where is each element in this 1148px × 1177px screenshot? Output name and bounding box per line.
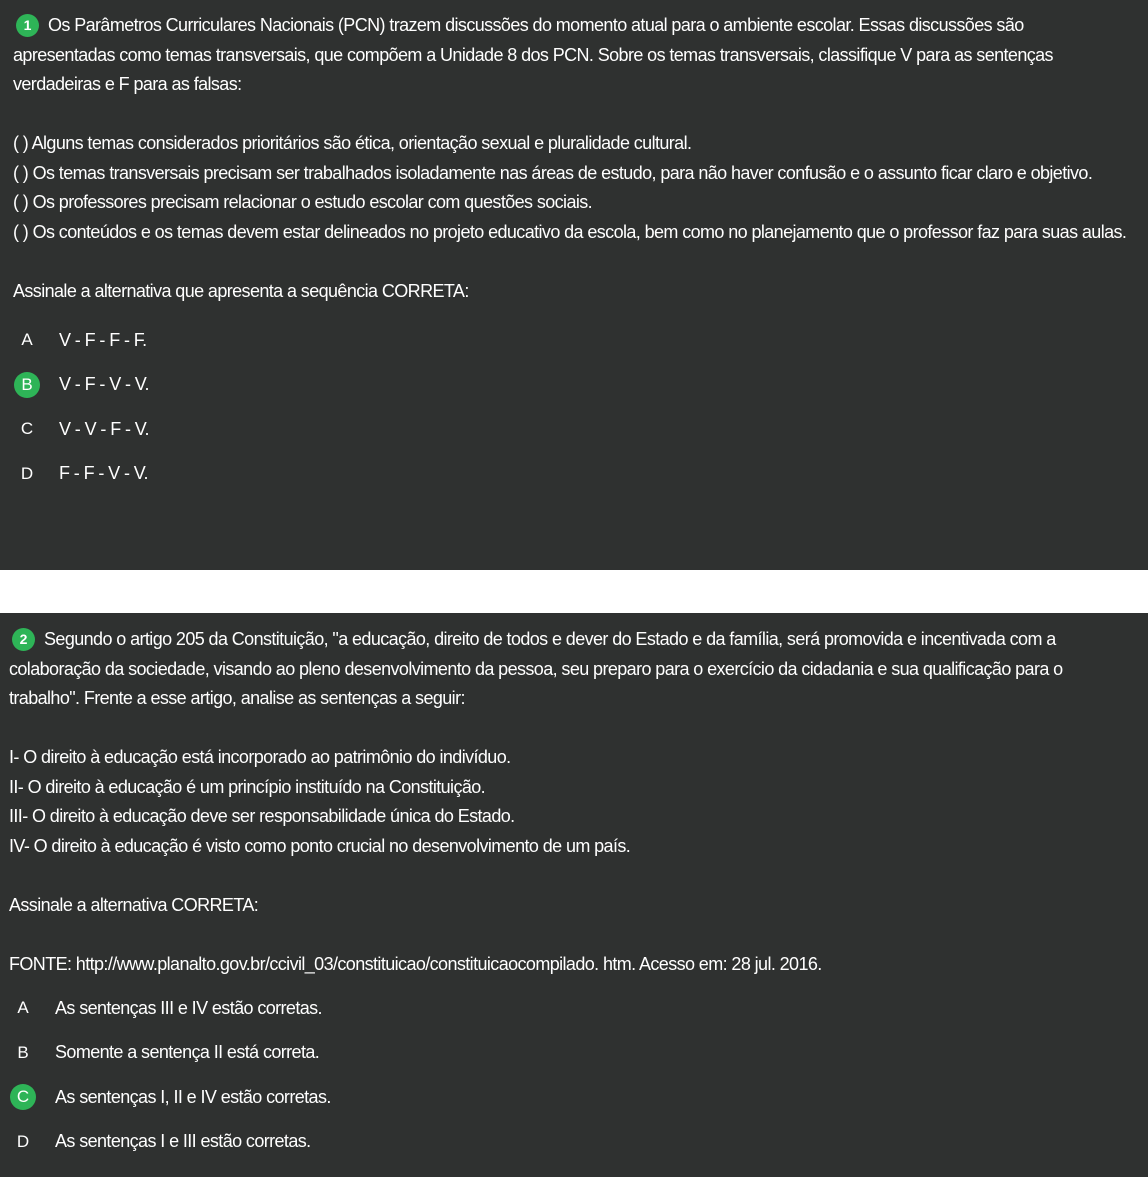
option-b[interactable] [9,1031,1128,1076]
option-d[interactable] [9,1120,1128,1165]
statement-3: ( ) Os professores precisam relacionar o estudo escolar com questões sociais. [13,192,593,212]
option-letter: B [17,1042,29,1062]
option-letter: C [20,419,34,439]
question-prompt-text: Os Parâmetros Curriculares Nacionais (PCN) trazem discussões do momento atual para o ambiente escolar. Essas discussões são apresentadas como temas transversais, que compõem a Unidade 8 dos PCN. Sobre os temas transversais, classifique V para as sentenças verdadeiras e F para as falsas: [13,15,1053,94]
option-letter-selected: C [10,1084,36,1110]
question-instruction: Assinale a alternativa CORRETA: [9,894,259,915]
option-letter: A [17,998,29,1018]
statement-1: I- O direito à educação está incorporado ao patrimônio do indivíduo. [9,747,511,767]
option-text: V - V - F - V. [59,418,149,439]
option-a[interactable] [9,986,1128,1031]
question-card-1 [0,0,1148,570]
option-text: As sentenças I e III estão corretas. [55,1131,311,1152]
option-c[interactable] [13,407,1128,452]
statement-2: II- O direito à educação é um princípio instituído na Constituição. [9,776,486,797]
question-instruction: Assinale a alternativa que apresenta a sequência CORRETA: [13,280,469,301]
option-b[interactable] [13,363,1128,408]
option-text: As sentenças III e IV estão corretas. [55,997,322,1018]
statement-3: III- O direito à educação deve ser responsabilidade única do Estado. [9,806,515,826]
statement-4: IV- O direito à educação é visto como ponto crucial no desenvolvimento de um país. [9,835,631,856]
option-text: As sentenças I, II e IV estão corretas. [55,1086,331,1107]
question-prompt [13,11,1128,100]
option-text: F - F - V - V. [59,463,148,484]
question-card-2 [0,613,1148,1177]
option-a[interactable] [13,318,1128,363]
question-number-badge: 2 [12,628,35,651]
question-prompt [9,625,1128,714]
option-text: Somente a sentença II está correta. [55,1042,320,1063]
question-number-badge: 1 [16,14,39,37]
option-text: V - F - F - F. [59,329,147,350]
source-citation: FONTE: http://www.planalto.gov.br/ccivil_03/constituicao/constituicaocompilado. htm. Acesso em: 28 jul. 2016. [9,953,822,974]
question-prompt-text: Segundo o artigo 205 da Constituição, "a educação, direito de todos e dever do Estado e da família, será promovida e incentivada com a colaboração da sociedade, visando ao pleno desenvolvimento da pessoa, seu preparo para o exercício da cidadania e sua qualificação para o trabalho". Frente a esse artigo, analise as sentenças a seguir: [9,629,1063,708]
option-d[interactable] [13,452,1128,497]
answer-options [13,318,1128,496]
statement-4: ( ) Os conteúdos e os temas devem estar delineados no projeto educativo da escola, bem como no planejamento que o professor faz para suas aulas. [13,221,1127,242]
option-letter: D [16,1131,30,1151]
option-letter: D [20,463,34,483]
statement-1: ( ) Alguns temas considerados prioritários são ética, orientação sexual e pluralidade cultural. [13,133,692,153]
option-text: V - F - V - V. [59,374,149,395]
answer-options [9,986,1128,1164]
statement-2: ( ) Os temas transversais precisam ser trabalhados isoladamente nas áreas de estudo, para não haver confusão e o assunto ficar claro e objetivo. [13,162,1093,183]
option-c[interactable] [9,1075,1128,1120]
option-letter-selected: B [14,372,40,398]
option-letter: A [21,330,33,350]
